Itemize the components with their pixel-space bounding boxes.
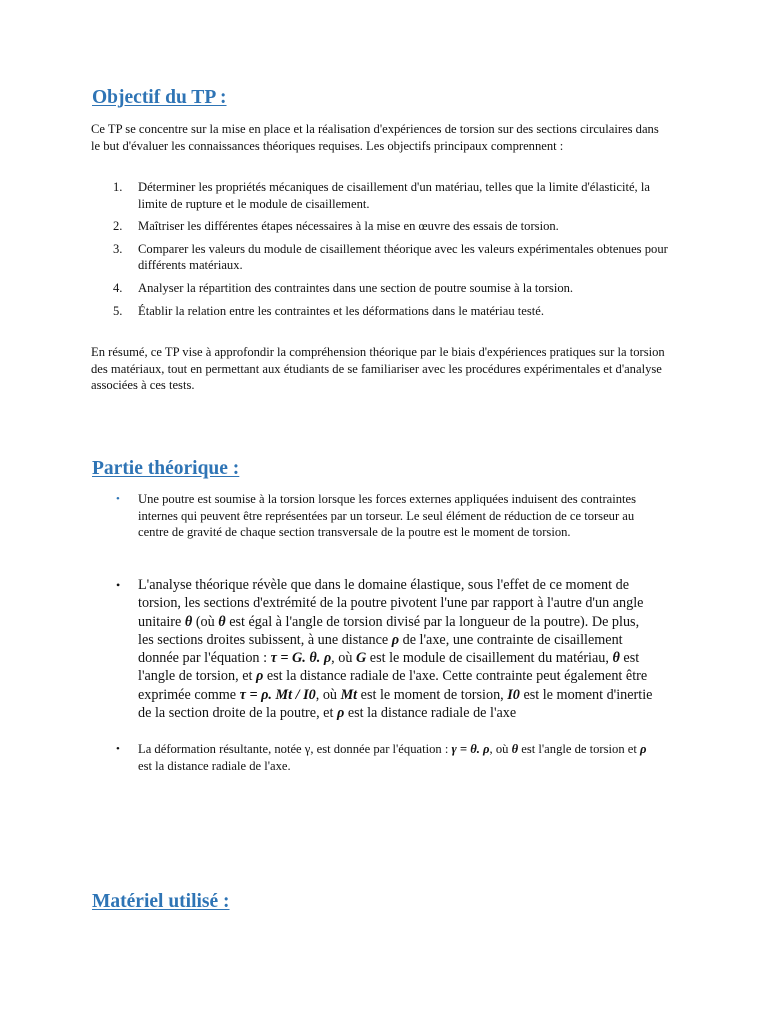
bullet-icon: •: [116, 578, 121, 592]
objectif-item: 1. Déterminer les propriétés mécaniques de cisaillement d'un matériau, telles que la limite d'élasticité, la limite de rupture et le module de cisaillement.: [113, 180, 650, 211]
bullet-icon: •: [116, 493, 120, 505]
objectif-item: 4. Analyser la répartition des contraintes dans une section de poutre soumise à la torsion.: [113, 280, 574, 295]
bullet-icon: •: [116, 743, 120, 755]
objectif-item: 5. Établir la relation entre les contraintes et les déformations dans le matériau testé.: [113, 303, 544, 318]
bullet-item: [116, 491, 652, 541]
heading-materiel: Matériel utilisé :: [92, 891, 230, 912]
bullet-text: La déformation résultante, notée γ, est donnée par l'équation : γ = θ. ρ, où θ est l'angle de torsion et ρ est la distance radiale de l'axe.: [138, 742, 647, 773]
bullet-text: Une poutre est soumise à la torsion lorsque les forces externes appliquées induisent des contraintes internes qui peuvent être représentées par un torseur. Le seul élément de réduction de ce torseur au centre de gravité de chaque section transversale de la poutre est le moment de torsion.: [138, 492, 637, 540]
objectif-item: 2. Maîtriser les différentes étapes nécessaires à la mise en œuvre des essais de torsion.: [113, 219, 559, 234]
heading-partie-theorique: Partie théorique :: [92, 458, 240, 479]
heading-objectif: Objectif du TP :: [92, 87, 227, 108]
objectif-summary: En résumé, ce TP vise à approfondir la compréhension théorique par le biais d'expériences pratiques sur la torsion des matériaux, tout en permettant aux étudiants de se familiariser avec les procédures expérimentales et d'analyse associées à ces tests.: [91, 345, 665, 393]
bullet-item: [116, 576, 657, 722]
objectif-list: [91, 179, 676, 325]
objectif-intro: Ce TP se concentre sur la mise en place et la réalisation d'expériences de torsion sur des sections circulaires dans le but d'évaluer les connaissances théoriques requises. Les objectifs principaux comprennent :: [91, 122, 659, 153]
objectif-item: 3. Comparer les valeurs du module de cisaillement théorique avec les valeurs expérimentales obtenues pour différents matériaux.: [113, 241, 668, 273]
bullet-item: [116, 741, 652, 774]
bullet-text: L'analyse théorique révèle que dans le domaine élastique, sous l'effet de ce moment de torsion, les sections d'extrémité de la poutre pivotent l'une par rapport à l'autre d'un angle unitaire θ (où θ est égal à l'angle de torsion divisé par la longueur de la poutre). De plus, les sections droites subissent, à une distance ρ de l'axe, une contrainte de cisaillement donnée par l'équation : τ = G. θ. ρ, où G est le module de cisaillement du matériau, θ est l'angle de torsion, et ρ est la distance radiale de l'axe. Cette contrainte peut également être exprimée comme τ = ρ. Mt / I0, où Mt est le moment de torsion, I0 est le moment d'inertie de la section droite de la poutre, et ρ est la distance radiale de l'axe: [138, 577, 653, 722]
